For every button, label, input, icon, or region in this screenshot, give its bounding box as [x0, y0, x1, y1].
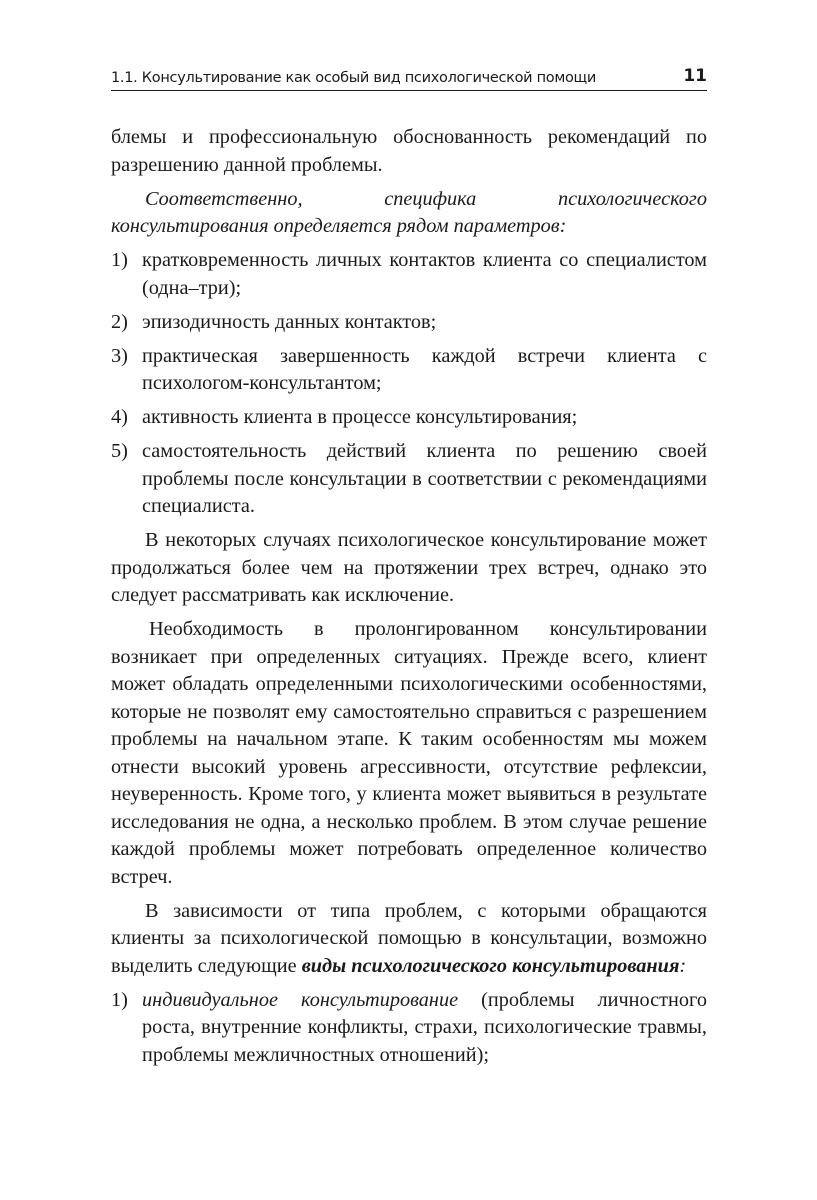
list-item-number: 5)	[111, 440, 128, 462]
consulting-types-list	[111, 987, 707, 1070]
paragraph-1: блемы и профессиональную обоснованность рекомендаций по разрешению данной проблемы.	[111, 126, 707, 176]
consulting-types-term: виды психологического консультирования	[301, 954, 680, 977]
list-item	[111, 343, 707, 398]
list-item-text: практическая завершенность каждой встречи клиента с психологом-консультантом;	[142, 344, 707, 394]
paragraph-5-end: :	[679, 954, 687, 977]
list-item-text: эпизодичность данных контактов;	[142, 310, 437, 333]
list-item	[111, 438, 707, 521]
header-rule	[111, 90, 707, 91]
list-item-number: 3)	[111, 344, 128, 367]
list-item	[111, 309, 707, 337]
page-number: 11	[683, 66, 707, 86]
running-header	[111, 64, 707, 86]
list-item-term: индивидуальное консультирование	[142, 988, 459, 1011]
paragraph-4: Необходимость в пролонгированном консультировании возникает при определенных ситуациях. Прежде всего, клиент может обладать определенными психологическими особенностями, которые не позволят ему самостоятельно справиться с разрешением проблемы на начальном этапе. К таким особенностям мы можем отнести высокий уровень агрессивности, отсутствие рефлексии, неуверенность. Кроме того, у клиента может выявиться в результате исследования не одна, а несколько проблем. В этом случае решение каждой проблемы может потребовать определенное количество встреч.	[111, 618, 707, 888]
list-item-text: кратковременность личных контактов клиента со специалистом (одна–три);	[142, 249, 707, 299]
paragraph-3: В некоторых случаях психологическое консультирование может продолжаться более чем на протяжении трех встреч, однако это следует рассматривать как исключение.	[111, 529, 707, 606]
list-item-text: (проблемы личностного роста, внутренние конфликты, страхи, психологические травмы, проблемы межличностных отношений);	[142, 988, 707, 1066]
paragraph-5-start: В зависимости от типа проблем, с которыми обращаются клиенты за психологической помощью в консультации, возможно выделить следующие	[111, 899, 707, 977]
list-item-text: активность клиента в процессе консультирования;	[142, 406, 578, 428]
list-item-number: 1)	[111, 988, 128, 1011]
list-item	[111, 987, 707, 1070]
body-text	[111, 124, 707, 1076]
paragraph-5	[111, 898, 707, 981]
list-item-text: самостоятельность действий клиента по решению своей проблемы после консультации в соответствии с рекомендациями специалиста.	[142, 440, 707, 517]
paragraph-2: Соответственно, специфика психологического консультирования определяется рядом параметров:	[111, 187, 707, 237]
list-item-number: 2)	[111, 310, 128, 333]
running-title: 1.1. Консультирование как особый вид психологической помощи	[111, 70, 597, 86]
list-item	[111, 404, 707, 432]
list-item	[111, 247, 707, 302]
list-item-number: 1)	[111, 249, 128, 271]
list-item-number: 4)	[111, 406, 128, 428]
parameters-list	[111, 247, 707, 521]
